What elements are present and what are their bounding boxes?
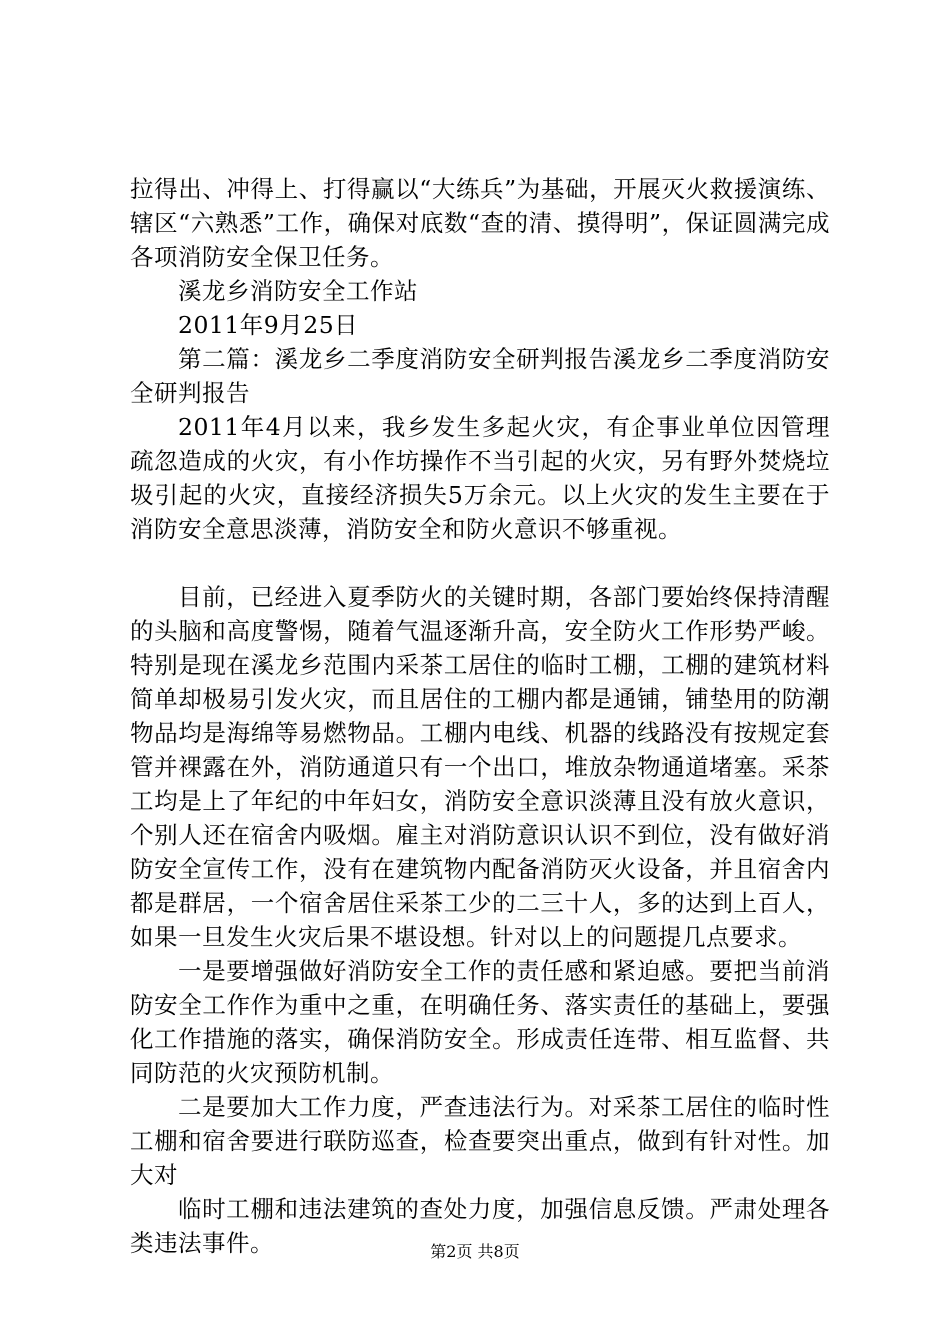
paragraph-fire-summary: 2011年4月以来，我乡发生多起火灾，有企事业单位因管理疏忽造成的火灾，有小作坊操作不当引起的火灾，另有野外焚烧垃圾引起的火灾，直接经济损失5万余元。以上火灾的发生主要在于消防安全意思淡薄，消防安全和防火意识不够重视。 bbox=[130, 413, 830, 543]
paragraph-requirement-one: 一是要增强做好消防安全工作的责任感和紧迫感。要把当前消防安全工作作为重中之重，在明确任务、落实责任的基础上，要强化工作措施的落实，确保消防安全。形成责任连带、相互监督、共同防范的火灾预防机制。 bbox=[130, 957, 830, 1087]
paragraph-current-situation: 目前，已经进入夏季防火的关键时期，各部门要始终保持清醒的头脑和高度警惕，随着气温逐渐升高，安全防火工作形势严峻。特别是现在溪龙乡范围内采茶工居住的临时工棚，工棚的建筑材料简单却极易引发火灾，而且居住的工棚内都是通铺，铺垫用的防潮物品均是海绵等易燃物品。工棚内电线、机器的线路没有按规定套管并裸露在外，消防通道只有一个出口，堆放杂物通道堵塞。采茶工均是上了年纪的中年妇女，消防安全意识淡薄且没有放火意识，个别人还在宿舍内吸烟。雇主对消防意识认识不到位，没有做好消防安全宣传工作，没有在建筑物内配备消防灭火设备，并且宿舍内都是群居，一个宿舍居住采茶工少的二三十人，多的达到上百人，如果一旦发生火灾后果不堪设想。针对以上的问题提几点要求。 bbox=[130, 583, 830, 951]
paragraph-requirement-two-continued: 临时工棚和违法建筑的查处力度，加强信息反馈。严肃处理各类违法事件。 bbox=[130, 1195, 830, 1257]
signature-organization: 溪龙乡消防安全工作站 bbox=[178, 277, 418, 305]
paragraph-requirement-two: 二是要加大工作力度，严查违法行为。对采茶工居住的临时性工棚和宿舍要进行联防巡查，检查要突出重点，做到有针对性。加大对 bbox=[130, 1093, 830, 1189]
paragraph-continuation: 拉得出、冲得上、打得赢以“大练兵”为基础，开展灭火救援演练、辖区“六熟悉”工作，确保对底数“查的清、摸得明”，保证圆满完成各项消防安全保卫任务。 bbox=[130, 175, 830, 271]
section-heading: 第二篇：溪龙乡二季度消防安全研判报告溪龙乡二季度消防安全研判报告 bbox=[130, 345, 830, 407]
signature-date: 2011年9月25日 bbox=[178, 311, 359, 339]
document-body bbox=[130, 172, 830, 1260]
page-number-footer: 第2页 共8页 bbox=[430, 1242, 520, 1261]
